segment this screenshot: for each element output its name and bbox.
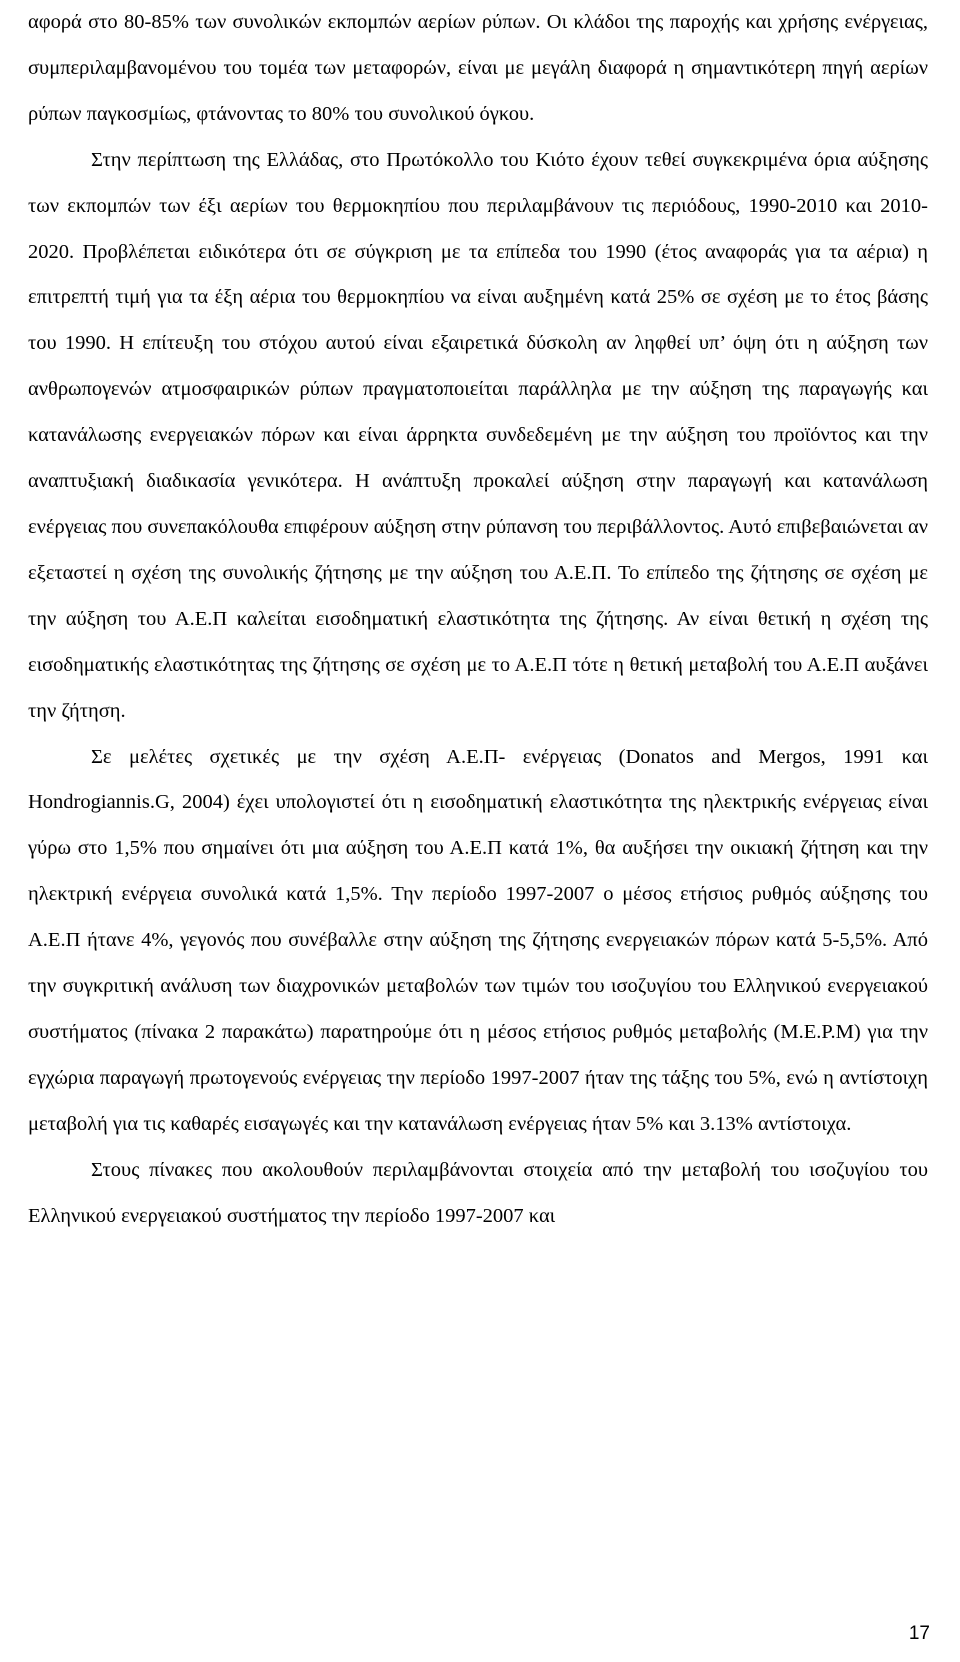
paragraph-3: Σε μελέτες σχετικές με την σχέση Α.Ε.Π- ενέργειας (Donatos and Mergos, 1991 και Hondrogiannis.G, 2004) έχει υπολογιστεί ότι η εισοδηματική ελαστικότητα της ηλεκτρικής ενέργειας είναι γύρω στο 1,5% που σημαίνει ότι μια αύξηση του Α.Ε.Π κατά 1%, θα αυξήσει την οικιακή ζήτηση και την ηλεκτρική ενέργεια συνολικά κατά 1,5%. Την περίοδο 1997-2007 ο μέσος ετήσιος ρυθμός αύξησης του Α.Ε.Π ήτανε 4%, γεγονός που συνέβαλλε στην αύξηση της ζήτησης ενεργειακών πόρων κατά 5-5,5%. Από την συγκριτική ανάλυση των διαχρονικών μεταβολών των τιμών του ισοζυγίου του Ελληνικού ενεργειακού συστήματος (πίνακα 2 παρακάτω) παρατηρούμε ότι η μέσος ετήσιος ρυθμός μεταβολής (Μ.Ε.Ρ.Μ) για την εγχώρια παραγωγή πρωτογενούς ενέργειας την περίοδο 1997-2007 ήταν της τάξης του 5%, ενώ η αντίστοιχη μεταβολή για τις καθαρές εισαγωγές και την κατανάλωση ενέργειας ήταν 5% και 3.13% αντίστοιχα. <box>28 745 928 1135</box>
paragraph-1: αφορά στο 80-85% των συνολικών εκπομπών αερίων ρύπων. Οι κλάδοι της παροχής και χρήσης ενέργειας, συμπεριλαμβανομένου του τομέα των μεταφορών, είναι με μεγάλη διαφορά η σημαντικότερη πηγή αερίων ρύπων παγκοσμίως, φτάνοντας το 80% του συνολικού όγκου. <box>28 11 928 125</box>
paragraph-4: Στους πίνακες που ακολουθούν περιλαμβάνονται στοιχεία από την μεταβολή του ισοζυγίου του Ελληνικού ενεργειακού συστήματος την περίοδο 1997-2007 και <box>28 1158 928 1227</box>
paragraph-2: Στην περίπτωση της Ελλάδας, στο Πρωτόκολλο του Κιότο έχουν τεθεί συγκεκριμένα όρια αύξησης των εκπομπών των έξι αερίων του θερμοκηπίου που περιλαμβάνουν τις περιόδους, 1990-2010 και 2010-2020. Προβλέπεται ειδικότερα ότι σε σύγκριση με τα επίπεδα του 1990 (έτος αναφοράς για τα αέρια) η επιτρεπτή τιμή για τα έξη αέρια του θερμοκηπίου να είναι αυξημένη κατά 25% σε σχέση με το έτος βάσης του 1990. Η επίτευξη του στόχου αυτού είναι εξαιρετικά δύσκολη αν ληφθεί υπ’ όψη ότι η αύξηση των ανθρωπογενών ατμοσφαιρικών ρύπων πραγματοποιείται παράλληλα με την αύξηση της παραγωγής και κατανάλωσης ενεργειακών πόρων και είναι άρρηκτα συνδεδεμένη με την αύξηση του προϊόντος και την αναπτυξιακή διαδικασία γενικότερα. Η ανάπτυξη προκαλεί αύξηση στην παραγωγή και κατανάλωση ενέργειας που συνεπακόλουθα επιφέρουν αύξηση στην ρύπανση του περιβάλλοντος. Αυτό επιβεβαιώνεται αν εξεταστεί η σχέση της συνολικής ζήτησης με την αύξηση του Α.Ε.Π. Το επίπεδο της ζήτησης σε σχέση με την αύξηση του Α.Ε.Π καλείται εισοδηματική ελαστικότητα της ζήτησης. Αν είναι θετική η σχέση της εισοδηματικής ελαστικότητας της ζήτησης σε σχέση με το Α.Ε.Π τότε η θετική μεταβολή του Α.Ε.Π αυξάνει την ζήτηση. <box>28 148 928 722</box>
page-number: 17 <box>908 1623 930 1644</box>
body-text <box>28 0 928 1239</box>
